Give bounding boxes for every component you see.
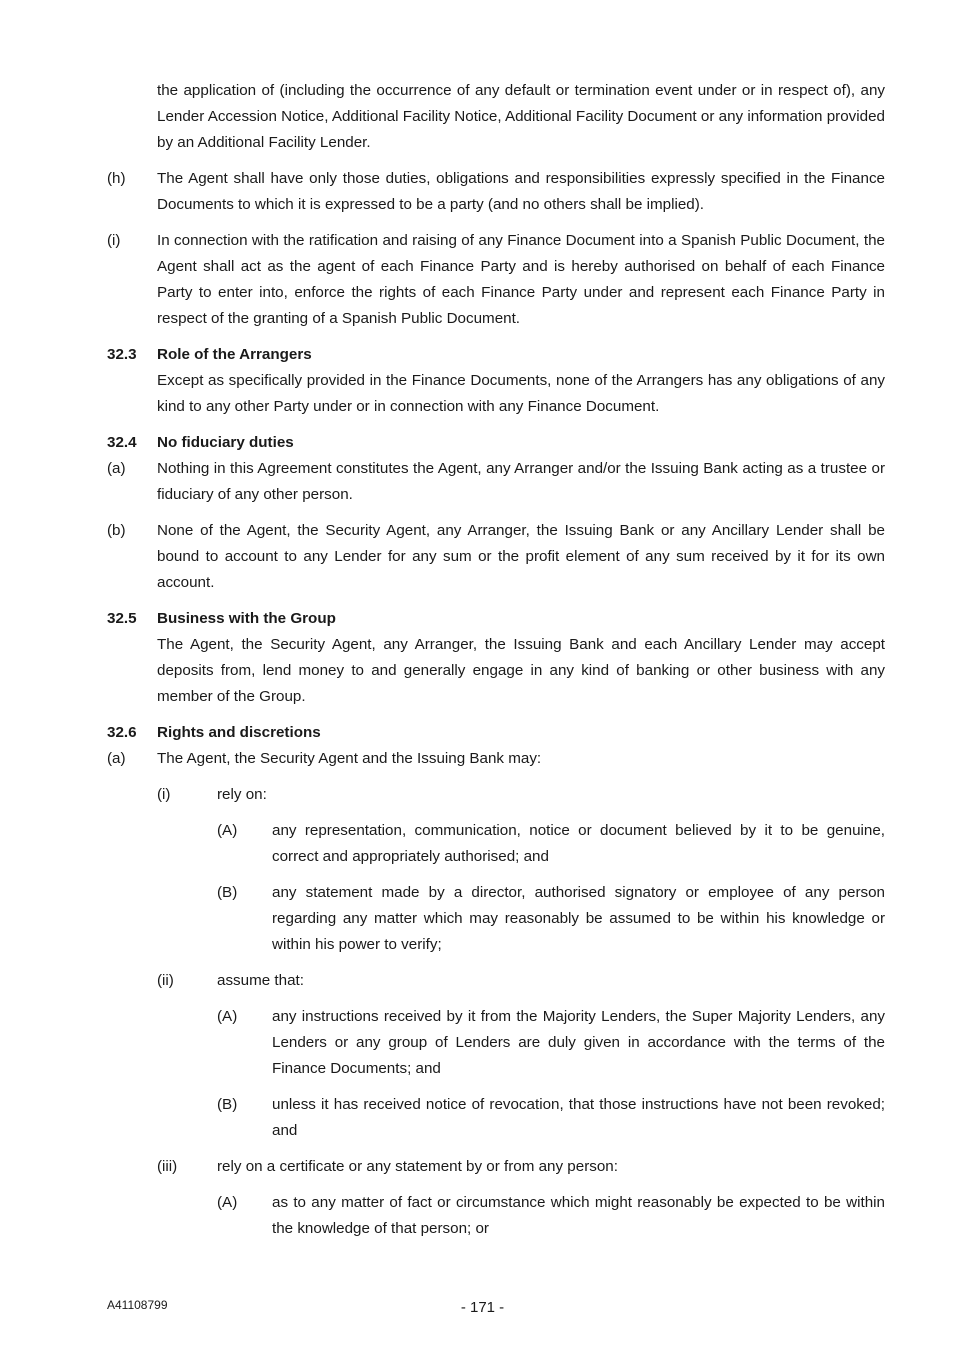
section-32-6-a-text: The Agent, the Security Agent and the Issuing Bank may:	[157, 750, 542, 767]
section-32-3-body: Except as specifically provided in the Finance Documents, none of the Arrangers has any obligations of any kind to any other Party under or in connection with any Finance Document.	[157, 372, 885, 415]
section-32-5-heading: Business with the Group	[157, 610, 336, 627]
item-ii-B-label: (B)	[217, 1096, 238, 1113]
item-ii-label: (ii)	[157, 972, 174, 989]
item-i-A-label: (A)	[217, 822, 238, 839]
item-i-A-text: any representation, communication, notice or document believed by it to be genuine, correct and appropriately authorised; and	[272, 822, 885, 865]
item-ii-A-text: any instructions received by it from the Majority Lenders, the Super Majority Lenders, any Lenders or any group of Lenders are duly given in accordance with the terms of the Finance Documents; and	[272, 1008, 885, 1077]
section-32-5-number: 32.5	[107, 610, 137, 627]
section-32-5-body: The Agent, the Security Agent, any Arranger, the Issuing Bank and each Ancillary Lender may accept deposits from, lend money to and generally engage in any kind of banking or other business with any member of the Group.	[157, 636, 885, 705]
section-32-6-a-label: (a)	[107, 750, 126, 767]
item-ii-B-text: unless it has received notice of revocation, that those instructions have not been revoked; and	[272, 1096, 885, 1139]
section-32-3-heading: Role of the Arrangers	[157, 346, 312, 363]
item-i-B-text: any statement made by a director, authorised signatory or employee of any person regarding any matter which may reasonably be assumed to be within his knowledge or within his power to verify;	[272, 884, 885, 953]
document-reference-number: A41108799	[107, 1298, 168, 1312]
paragraph-i-label: (i)	[107, 232, 121, 249]
section-32-4-a-label: (a)	[107, 460, 126, 477]
item-iii-A-label: (A)	[217, 1194, 238, 1211]
page-number: - 171 -	[460, 1299, 505, 1316]
item-i-label: (i)	[157, 786, 171, 803]
item-iii-A-text: as to any matter of fact or circumstance which might reasonably be expected to be within the knowledge of that person; or	[272, 1194, 885, 1237]
section-32-4-heading: No fiduciary duties	[157, 434, 294, 451]
section-32-4-b-label: (b)	[107, 522, 126, 539]
item-i-B-label: (B)	[217, 884, 238, 901]
section-32-4-b-text: None of the Agent, the Security Agent, any Arranger, the Issuing Bank or any Ancillary Lender shall be bound to account to any Lender for any sum or the profit element of any sum received by it for its own account.	[157, 522, 885, 591]
item-ii-A-label: (A)	[217, 1008, 238, 1025]
paragraph-g-continuation: the application of (including the occurrence of any default or termination event under or in respect of), any Lender Accession Notice, Additional Facility Notice, Additional Facility Document or any information provided by an Additional Facility Lender.	[157, 82, 885, 151]
section-32-6-heading: Rights and discretions	[157, 724, 321, 741]
section-32-3-number: 32.3	[107, 346, 137, 363]
paragraph-h-label: (h)	[107, 170, 126, 187]
item-i-text: rely on:	[217, 786, 267, 803]
paragraph-i-text: In connection with the ratification and raising of any Finance Document into a Spanish Public Document, the Agent shall act as the agent of each Finance Party and is hereby authorised on behalf of each Finance Party to enter into, enforce the rights of each Finance Party under and represent each Finance Party in respect of the granting of a Spanish Public Document.	[157, 232, 885, 327]
section-32-4-a-text: Nothing in this Agreement constitutes the Agent, any Arranger and/or the Issuing Bank acting as a trustee or fiduciary of any other person.	[157, 460, 885, 503]
item-ii-text: assume that:	[217, 972, 304, 989]
item-iii-label: (iii)	[157, 1158, 178, 1175]
item-iii-text: rely on a certificate or any statement by or from any person:	[217, 1158, 618, 1175]
section-32-6-number: 32.6	[107, 724, 137, 741]
paragraph-h-text: The Agent shall have only those duties, obligations and responsibilities expressly specified in the Finance Documents to which it is expressed to be a party (and no others shall be implied).	[157, 170, 885, 213]
section-32-4-number: 32.4	[107, 434, 137, 451]
